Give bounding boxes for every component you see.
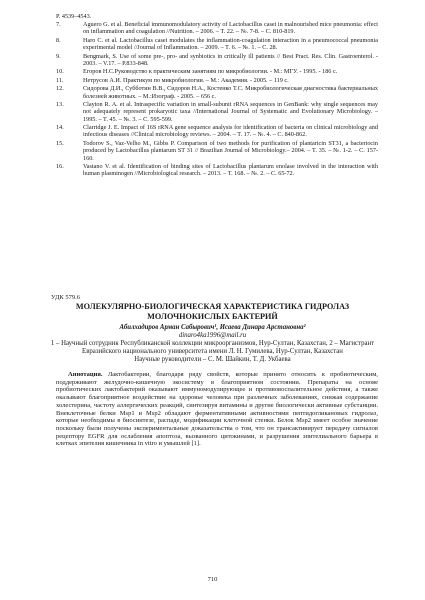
reference-list <box>56 21 378 179</box>
reference-text: Bengmark, S. Use of some pre-, pro- and synbiotics in critically ill patients // Best Pract. Res. Clin. Gastroenterol. - 2003. – V.17. – P.833-848. <box>83 52 378 67</box>
reference-text: Clayton R. A. et al. Intraspecific variation in small-subunit rRNA sequences in GenBank: why single sequences may not adequately represent prokaryotic taxa //International Journal of Systematic and Evolutionary Microbiology. – 1995. – T. 45. – №. 3. – C. 595-599. <box>83 101 378 123</box>
reference-number: 7. <box>56 21 61 28</box>
author-email: dinaro4ka1996@mail.ru <box>178 332 247 339</box>
reference-item <box>56 85 378 100</box>
reference-text: Нетрусов А.И. Практикум по микробиологии. – М.: Академия. - 2005. – 119 с. <box>83 76 289 84</box>
reference-number: 16. <box>56 163 64 171</box>
affiliations: 1 – Научный сотрудник Республиканской коллекции микроорганизмов, Нур-Султан, Казахстан, 2 – Магистрант Евразийского национального университета имени Л. Н. Гумилева, Нур-Султан, Казахстан <box>50 340 375 355</box>
page-number: 710 <box>207 576 218 583</box>
reference-text: Clarridge J. E. Impact of 16S rRNA gene sequence analysis for identification of bacteria on clinical microbiology and infectious diseases //Clinical microbiology reviews. – 2004. – T. 17. – №. 4. – C. 840-862. <box>83 124 378 139</box>
author-names: Абилхадиров Арман Сабырович¹, Исаева Динара Арстановна² <box>119 324 306 331</box>
udk-code: УДК 579.6 <box>51 294 80 301</box>
reference-item <box>56 140 378 162</box>
supervisors: Научные руководители – С. М. Шайкин, Т. Д. Укбаева <box>134 356 291 363</box>
reference-item <box>56 53 378 68</box>
reference-number: 15. <box>56 139 64 147</box>
reference-number: 8. <box>56 36 61 44</box>
abstract-text: Лактобактерии, благодаря ряду свойств, которые принято относить к пробиотическим, поддерживают желудочно-кишечную экосистему в благоприятном состоянии. Препараты на основе пробиотических лактобактерий оказывают иммуномодулирующее и противовоспалительное действия, а также оказывают благоприятное воздействие на здоровье человека при различных заболеваниях, снижая содержание холестерина, частоту аллергических реакций, синтезируя витамины и другие биологически активные субстанции. Внеклеточные белки Msp1 и Msp2 обладают ферментативными активностями пептидогликановых гидролаз, которые необходимы в биосинтезе, распаде, модификации клеточной стенки. Белок Msp2 имеет особое значение поскольку были получены экспериментальные доказательства о том, что он трансактивирует передачу сигналов рецептору EGFR для ослабления апоптоза, вызванного цитокинами, и разрушения эпителиального барьера в клетках эпителия кишечника in vitro и умышлей [1]. <box>56 371 378 448</box>
reference-item <box>56 68 378 75</box>
reference-text: Haro C. et al. Lactobacillus casei modulates the inflammation-coagulation interaction in a pneumococcal pneumonia experimental model //Journal of Inflammation. – 2009. – T. 6. – №. 1. – C. 28. <box>83 36 378 52</box>
reference-number: 12. <box>56 85 64 93</box>
reference-item <box>56 101 378 123</box>
reference-item <box>56 163 378 178</box>
reference-number: 13. <box>56 101 64 109</box>
reference-text: Vastano V. et al. Identification of binding sites of Lactobacillus plantarum enolase involved in the interaction with human plasminogen //Microbiological research. – 2013. – T. 168. – №. 2. – C. 65-72. <box>83 163 378 178</box>
reference-continuation: P. 4539–4543. <box>56 13 92 20</box>
abstract-label: Аннотация. <box>68 371 103 378</box>
reference-text: Егоров Н.С.Руководство к практическим занятиям по микробиологии. - М.: МГУ. - 1995. - 186 с. <box>83 68 338 76</box>
reference-text: Сидорова Д.И., Субботин В.В., Сидоров Н.А., Костенко Т.С. Микробиологическая диагностика бактериальных болезней животных. – М.:Изограф. - 2005. – 656 с. <box>83 85 378 100</box>
reference-number: 10. <box>56 68 64 76</box>
reference-number: 9. <box>56 52 61 60</box>
reference-text: Aguero G. et al. Beneficial immunomodulatory activity of Lactobacillus casei in malnourished mice pneumonia: effect on inflammation and coagulation //Nutrition. – 2006. – T. 22. – №. 7-8. – C. 810-819. <box>83 21 378 36</box>
reference-number: 14. <box>56 124 64 132</box>
reference-item <box>56 37 378 52</box>
reference-item <box>56 77 378 84</box>
author-block <box>40 324 385 364</box>
reference-item <box>56 124 378 139</box>
reference-item <box>56 21 378 36</box>
article-title: МОЛЕКУЛЯРНО-БИОЛОГИЧЕСКАЯ ХАРАКТЕРИСТИКА ГИДРОЛАЗ МОЛОЧНОКИСЛЫХ БАКТЕРИЙ <box>75 302 350 321</box>
reference-text: Todorov S., Vaz-Velho M., Gibbs P. Comparison of two methods for purification of plantaricin ST31, a bacteriocin produced by Lactobacillus plantarum ST 31 // Brazilian Journal of Microbiology.– 2004. – T. 35. – №. 1-2. – C. 157-160. <box>83 139 378 162</box>
abstract <box>56 371 378 448</box>
reference-number: 11. <box>56 76 64 84</box>
